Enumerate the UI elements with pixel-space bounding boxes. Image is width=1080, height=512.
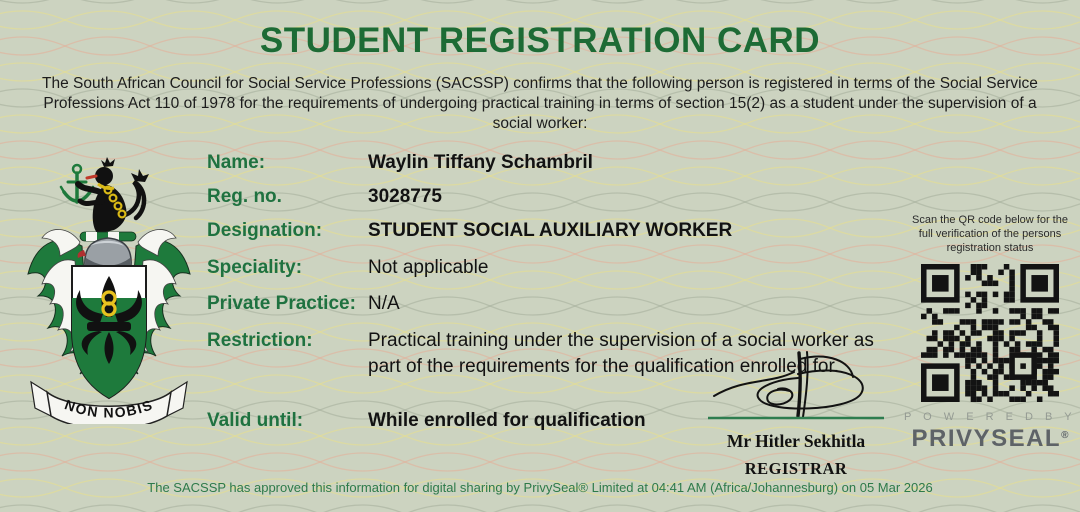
field-label: Restriction: <box>207 330 313 351</box>
field-row-private-practice <box>207 291 927 317</box>
powered-by-label: P O W E R E D B Y <box>903 411 1077 423</box>
field-label: Valid until: <box>207 410 304 431</box>
field-label: Reg. no. <box>207 186 282 207</box>
page-title: STUDENT REGISTRATION CARD <box>259 21 821 60</box>
motto-text: NON NOBIS <box>62 396 156 421</box>
field-value: Practical training under the supervision of a social worker as part of the requirements for the qualification enrolled for. <box>368 330 874 377</box>
field-label: Private Practice: <box>207 293 356 314</box>
privyseal-brand <box>903 424 1077 451</box>
field-label: Name: <box>207 152 266 173</box>
field-row-reg-no <box>207 184 927 210</box>
field-label: Speciality: <box>207 257 303 278</box>
field-value: STUDENT SOCIAL AUXILIARY WORKER <box>368 220 733 241</box>
verification-panel <box>903 213 1077 451</box>
field-label: Designation: <box>207 220 323 241</box>
intro-text: The South African Council for Social Service Professions (SACSSP) confirms that the following person is registered in terms of the Social Service Professions Act 110 of 1978 for the requirements of undergoing practical training in terms of section 15(2) as a student under the supervision of a social worker: <box>42 75 1038 132</box>
qr-code-icon <box>921 264 1059 402</box>
registrar-title: REGISTRAR <box>744 459 848 478</box>
registrar-name: Mr Hitler Sekhitla <box>726 431 866 451</box>
field-row-designation <box>207 218 927 244</box>
field-row-name <box>207 150 927 176</box>
signature-icon <box>700 350 892 422</box>
registrar-signature-block <box>700 350 892 479</box>
privyseal-wordmark: PRIVYSEAL <box>911 425 1062 452</box>
field-value: 3028775 <box>368 186 442 207</box>
field-row-speciality <box>207 255 927 281</box>
qr-instruction: Scan the QR code below for the full verification of the persons registration status <box>912 214 1068 254</box>
shield-icon <box>72 266 146 402</box>
field-value: While enrolled for qualification <box>368 410 646 431</box>
registered-mark: ® <box>1061 430 1069 441</box>
field-value: N/A <box>368 293 400 314</box>
field-value: Waylin Tiffany Schambril <box>368 152 593 173</box>
field-value: Not applicable <box>368 257 489 278</box>
sacssp-crest-icon <box>20 146 198 424</box>
approval-footer: The SACSSP has approved this information for digital sharing by PrivySeal® Limited at 04:41 AM (Africa/Johannesburg) on 05 Mar 2026 <box>147 480 933 495</box>
